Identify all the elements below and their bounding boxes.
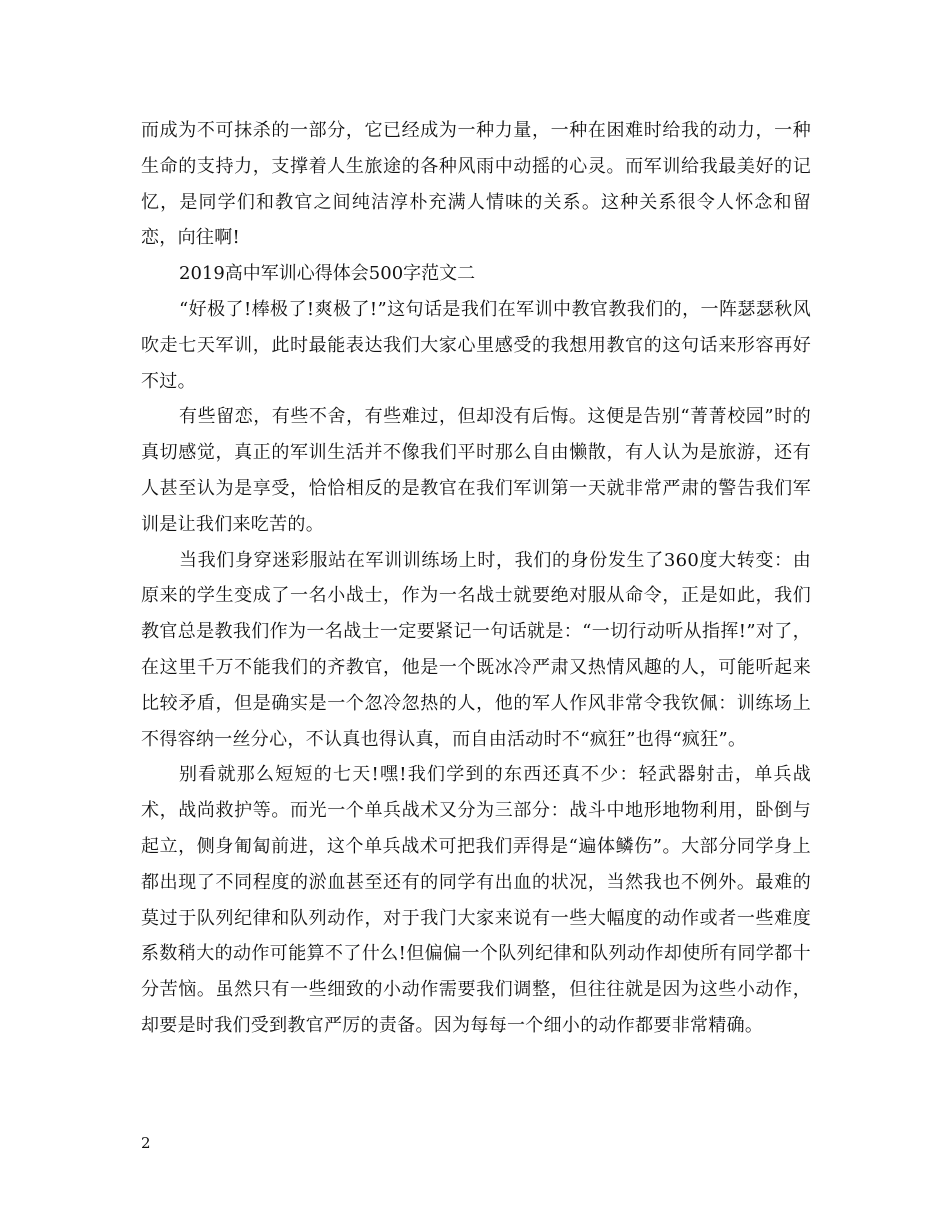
page-number: 2	[141, 1134, 151, 1152]
section-heading: 2019高中军训心得体会500字范文二	[179, 263, 476, 285]
paragraph: “好极了!棒极了!爽极了!”这句话是我们在军训中教官教我们的，一阵瑟瑟秋风吹走七天军训，此时最能表达我们大家心里感受的我想用教官的这句话来形容再好不过。	[141, 298, 811, 392]
paragraph: 别看就那么短短的七天!嘿!我们学到的东西还真不少：轻武器射击，单兵战术，战尚救护等。而光一个单兵战术又分为三部分：战斗中地形地物利用，卧倒与起立，侧身匍匐前进，这个单兵战术可把我们弄得是“遍体鳞伤”。大部分同学身上都出现了不同程度的淤血甚至还有的同学有出血的状况，当然我也不例外。最难的莫过于队列纪律和队列动作，对于我门大家来说有一些大幅度的动作或者一些难度系数稍大的动作可能算不了什么!但偏偏一个队列纪律和队列动作却使所有同学都十分苦恼。虽然只有一些细致的小动作需要我们调整，但往往就是因为这些小动作，却要是时我们受到教官严厉的责备。因为每每一个细小的动作都要非常精确。	[141, 764, 811, 1036]
paragraph-continuation: 而成为不可抹杀的一部分，它已经成为一种力量，一种在困难时给我的动力，一种生命的支持力，支撑着人生旅途的各种风雨中动摇的心灵。而军训给我最美好的记忆，是同学们和教官之间纯洁淳朴充满人情味的关系。这种关系很令人怀念和留恋，向往啊!	[141, 120, 811, 249]
paragraph: 当我们身穿迷彩服站在军训训练场上时，我们的身份发生了360度大转变：由原来的学生变成了一名小战士，作为一名战士就要绝对服从命令，正是如此，我们教官总是教我们作为一名战士一定要紧记一句话就是：“一切行动听从指挥!”对了，在这里千万不能我们的齐教官，他是一个既冰冷严肃又热情风趣的人，可能听起来比较矛盾，但是确实是一个忽冷忽热的人，他的军人作风非常令我钦佩：训练场上不得容纳一丝分心，不认真也得认真，而自由活动时不“疯狂”也得“疯狂”。	[141, 549, 811, 750]
paragraph: 有些留恋，有些不舍，有些难过，但却没有后悔。这便是告别“菁菁校园”时的真切感觉，真正的军训生活并不像我们平时那么自由懒散，有人认为是旅游，还有人甚至认为是享受，恰恰相反的是教官在我们军训第一天就非常严肃的警告我们军训是让我们来吃苦的。	[141, 406, 811, 535]
document-body	[141, 113, 811, 1044]
